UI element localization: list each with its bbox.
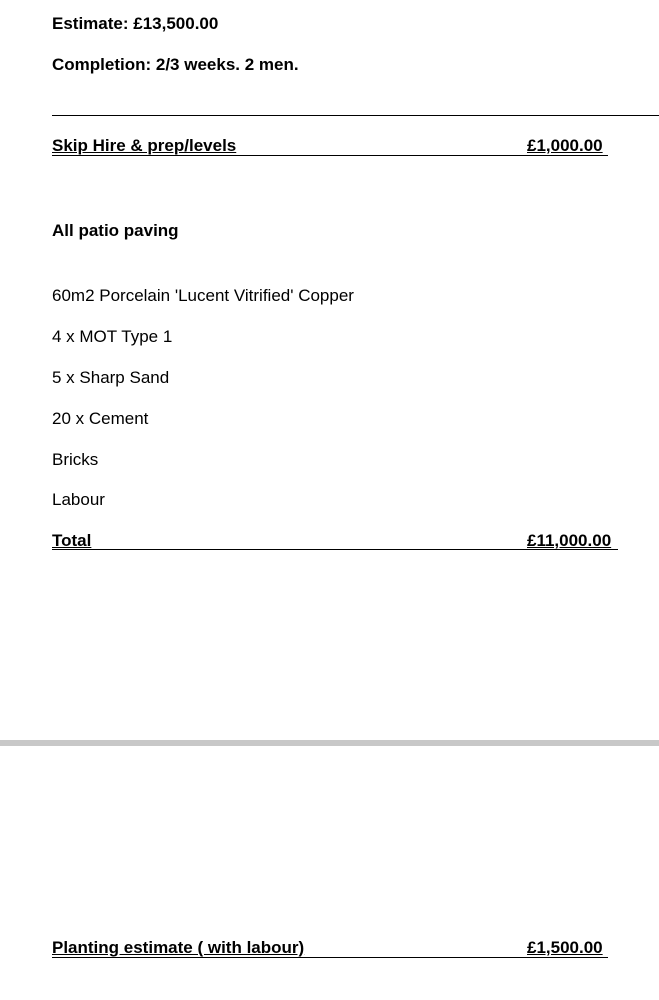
skip-hire-label: Skip Hire & prep/levels — [52, 136, 237, 155]
paving-heading: All patio paving — [52, 221, 179, 240]
completion-text: Completion: 2/3 weeks. 2 men. — [52, 55, 299, 74]
list-item: 5 x Sharp Sand — [52, 368, 170, 387]
list-item: Labour — [52, 490, 105, 509]
list-item: Bricks — [52, 450, 99, 469]
estimate-total-text: Estimate: £13,500.00 — [52, 14, 219, 33]
skip-hire-rule — [52, 155, 608, 156]
list-item: 20 x Cement — [52, 409, 149, 428]
list-item: 60m2 Porcelain 'Lucent Vitrified' Copper — [52, 286, 354, 305]
list-item: 4 x MOT Type 1 — [52, 327, 173, 346]
planting-label: Planting estimate ( with labour) — [52, 938, 305, 957]
planting-amount: £1,500.00 — [527, 938, 603, 957]
total-amount: £11,000.00 — [527, 531, 612, 550]
page-break — [0, 740, 659, 746]
total-label: Total — [52, 531, 92, 550]
skip-hire-amount: £1,000.00 — [527, 136, 603, 155]
planting-rule — [52, 957, 608, 958]
section-divider — [52, 115, 659, 116]
total-rule — [52, 549, 618, 550]
